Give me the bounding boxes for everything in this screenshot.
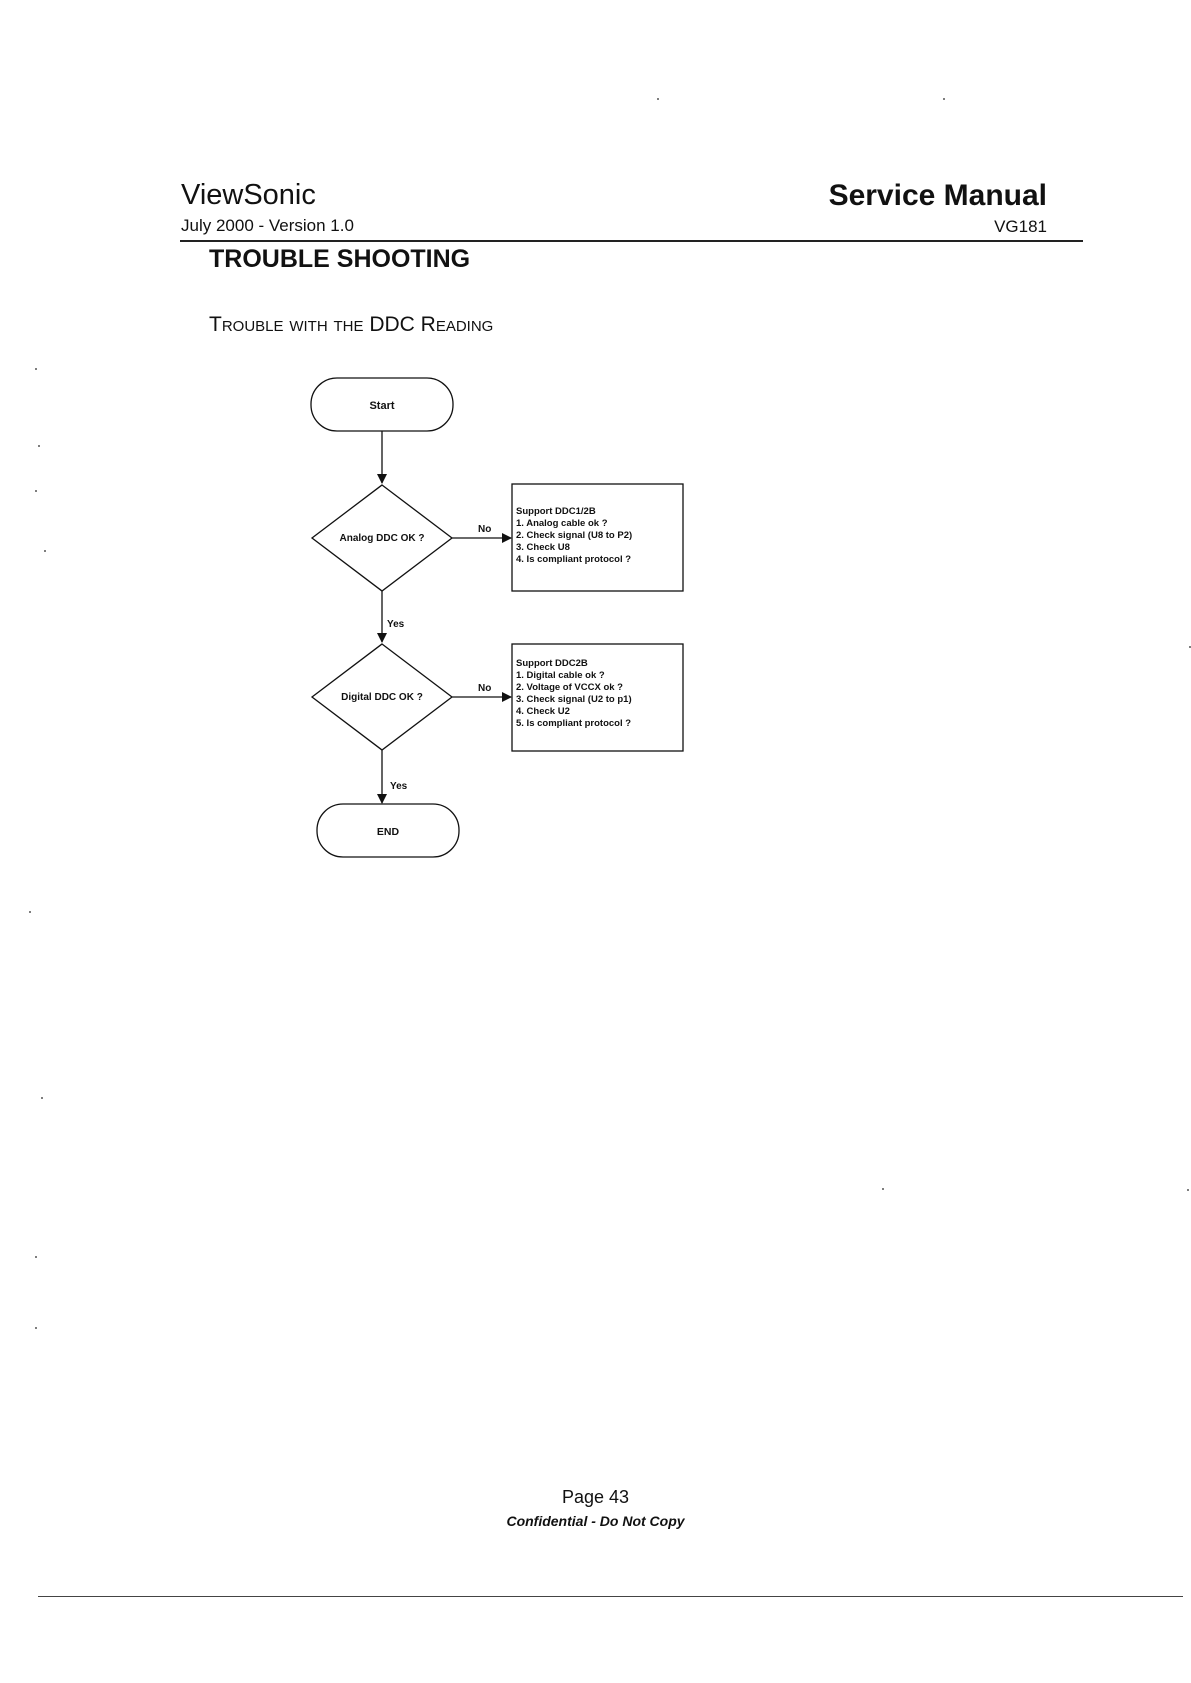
scan-speck bbox=[35, 1256, 37, 1258]
scan-speck bbox=[41, 1097, 43, 1099]
box1-title: Support DDC1/2B bbox=[516, 506, 596, 517]
page-number: Page 43 bbox=[561, 1487, 630, 1507]
box2-item-4: 4. Check U2 bbox=[516, 706, 570, 717]
end-label: END bbox=[376, 826, 400, 838]
box2-title: Support DDC2B bbox=[516, 658, 588, 669]
footer-rule bbox=[38, 1596, 1183, 1597]
scan-speck bbox=[943, 98, 945, 100]
box1-item-1: 1. Analog cable ok ? bbox=[516, 518, 608, 529]
subtitle: Trouble with the DDC Reading bbox=[209, 313, 494, 336]
decision1-yes-label: Yes bbox=[387, 619, 405, 630]
date-version: July 2000 - Version 1.0 bbox=[181, 216, 354, 235]
scan-speck bbox=[35, 490, 37, 492]
section-title: TROUBLE SHOOTING bbox=[209, 245, 471, 273]
box1-item-3: 3. Check U8 bbox=[516, 542, 570, 553]
scan-speck bbox=[35, 1327, 37, 1329]
box2-item-2: 2. Voltage of VCCX ok ? bbox=[516, 682, 623, 693]
scan-speck bbox=[1187, 1189, 1189, 1191]
model-number: VG181 bbox=[994, 217, 1047, 236]
decision1-label: Analog DDC OK ? bbox=[339, 533, 425, 544]
scan-speck bbox=[657, 98, 659, 100]
brand-name: ViewSonic bbox=[181, 179, 316, 211]
box2-item-3: 3. Check signal (U2 to p1) bbox=[516, 694, 632, 705]
scan-speck bbox=[44, 550, 46, 552]
box1-item-4: 4. Is compliant protocol ? bbox=[516, 554, 632, 565]
scan-speck bbox=[38, 445, 40, 447]
box2-item-1: 1. Digital cable ok ? bbox=[516, 670, 605, 681]
start-label: Start bbox=[369, 400, 395, 412]
confidential-notice: Confidential - Do Not Copy bbox=[506, 1513, 685, 1529]
manual-title: Service Manual bbox=[828, 179, 1047, 212]
decision2-label: Digital DDC OK ? bbox=[341, 692, 423, 703]
decision1-no-label: No bbox=[478, 524, 492, 535]
decision2-no-label: No bbox=[478, 683, 492, 694]
box1-item-2: 2. Check signal (U8 to P2) bbox=[516, 530, 633, 541]
box2-item-5: 5. Is compliant protocol ? bbox=[516, 718, 632, 729]
scan-speck bbox=[35, 368, 37, 370]
decision2-yes-label: Yes bbox=[390, 781, 408, 792]
scan-speck bbox=[882, 1188, 884, 1190]
scan-speck bbox=[29, 911, 31, 913]
